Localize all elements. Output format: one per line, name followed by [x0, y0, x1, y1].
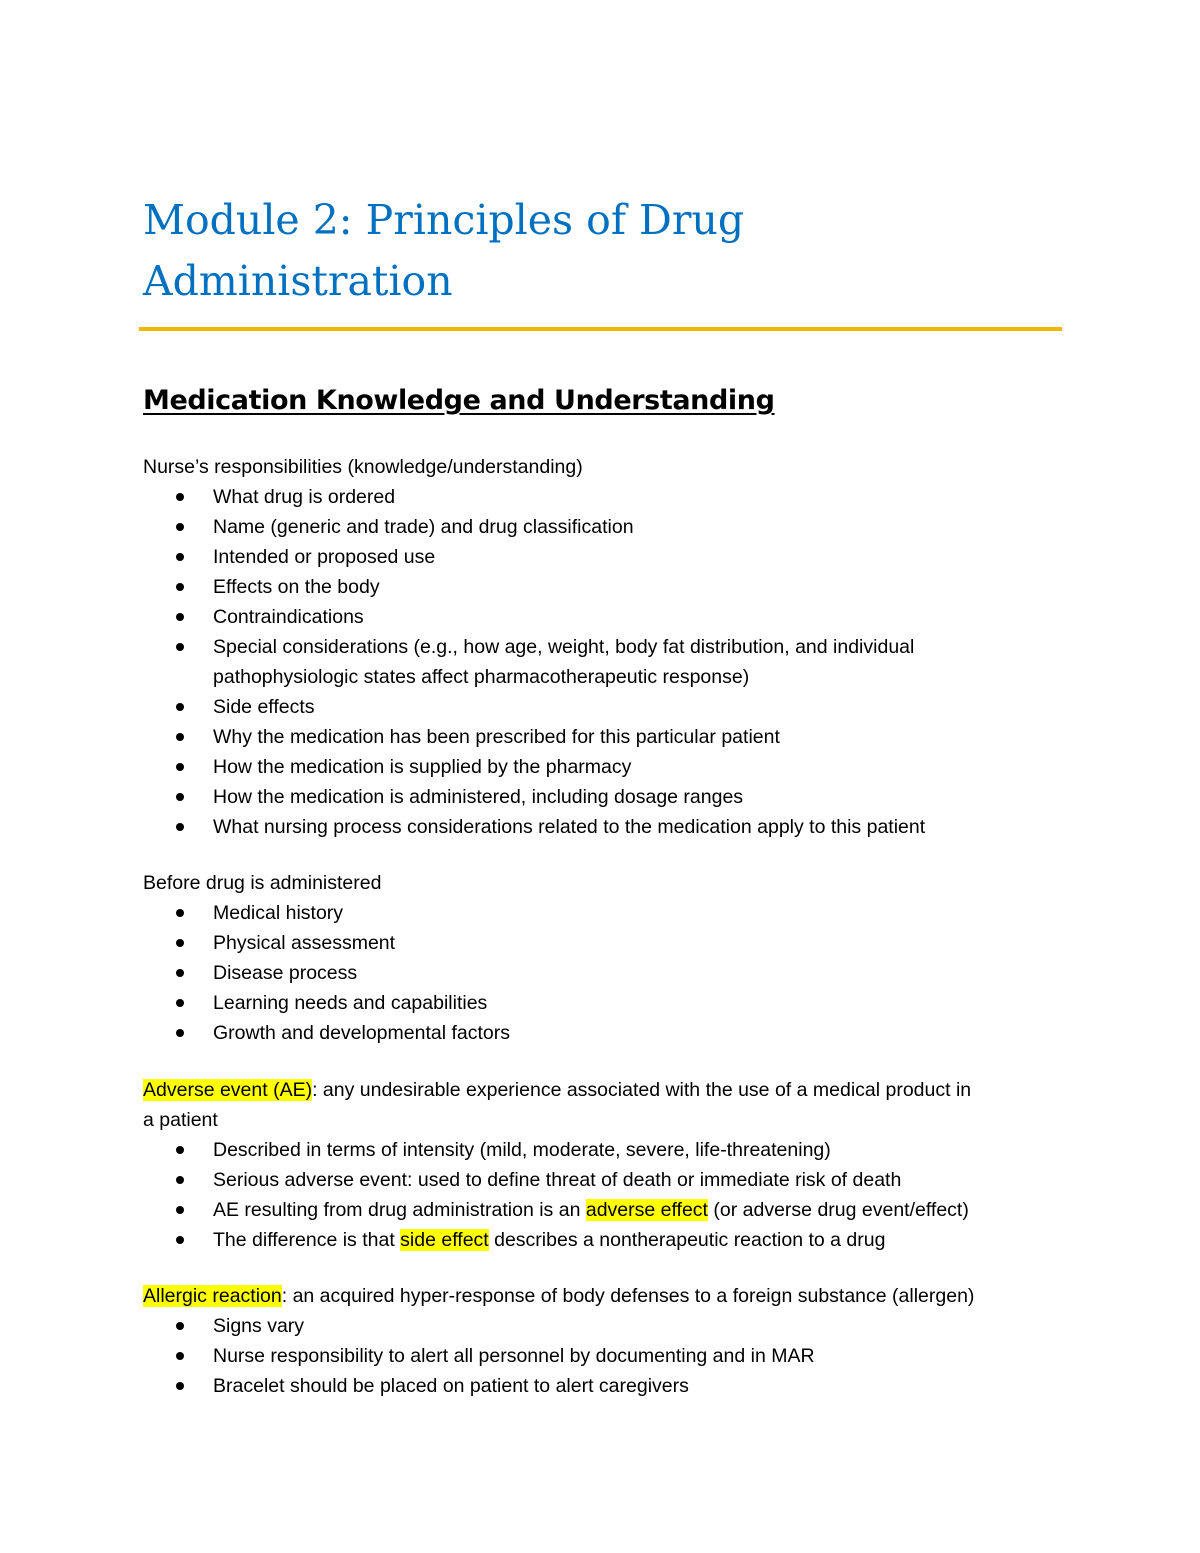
bullet-icon	[176, 999, 184, 1007]
bullet-icon	[176, 823, 184, 831]
adverse-event-definition: Adverse event (AE): any undesirable experience associated with the use of a medical product in	[143, 1079, 972, 1101]
highlighted-term: adverse effect	[585, 1199, 708, 1221]
adverse-event-definition-cont: a patient	[143, 1109, 218, 1131]
list-item: Physical assessment	[213, 928, 395, 958]
list-item: Effects on the body	[213, 572, 380, 602]
list-item: Contraindications	[213, 602, 364, 632]
bullet-icon	[176, 793, 184, 801]
list-item: Nurse responsibility to alert all personnel by documenting and in MAR	[213, 1341, 815, 1371]
list-item: Special considerations (e.g., how age, weight, body fat distribution, and individual	[213, 632, 914, 662]
bullet-icon	[176, 1236, 184, 1244]
list-item: Serious adverse event: used to define threat of death or immediate risk of death	[213, 1165, 901, 1195]
list-item: Signs vary	[213, 1311, 304, 1341]
section-heading: Medication Knowledge and Understanding	[143, 385, 775, 416]
list-item-continuation: pathophysiologic states affect pharmacotherapeutic response)	[213, 666, 750, 688]
list-item: Disease process	[213, 958, 357, 988]
document-title	[143, 190, 1063, 312]
before-admin-intro: Before drug is administered	[143, 872, 382, 894]
list-item: Learning needs and capabilities	[213, 988, 487, 1018]
title-line-2: Administration	[143, 257, 453, 305]
highlighted-term: side effect	[400, 1229, 489, 1251]
list-item: Medical history	[213, 898, 343, 928]
allergic-reaction-definition: Allergic reaction: an acquired hyper-response of body defenses to a foreign substance (allergen)	[143, 1285, 975, 1307]
bullet-icon	[176, 1029, 184, 1037]
bullet-icon	[176, 1206, 184, 1214]
bullet-icon	[176, 909, 184, 917]
bullet-icon	[176, 1176, 184, 1184]
bullet-icon	[176, 969, 184, 977]
list-item: What drug is ordered	[213, 482, 395, 512]
list-item: Bracelet should be placed on patient to alert caregivers	[213, 1371, 689, 1401]
list-item: AE resulting from drug administration is an adverse effect (or adverse drug event/effect)	[213, 1195, 969, 1225]
bullet-icon	[176, 643, 184, 651]
list-item: The difference is that side effect describes a nontherapeutic reaction to a drug	[213, 1225, 885, 1255]
highlighted-term: Allergic reaction	[143, 1285, 282, 1307]
bullet-icon	[176, 493, 184, 501]
bullet-icon	[176, 553, 184, 561]
bullet-icon	[176, 733, 184, 741]
list-item: Name (generic and trade) and drug classification	[213, 512, 634, 542]
bullet-icon	[176, 1382, 184, 1390]
title-divider	[139, 327, 1062, 331]
bullet-icon	[176, 939, 184, 947]
bullet-icon	[176, 763, 184, 771]
list-item: Growth and developmental factors	[213, 1018, 510, 1048]
responsibilities-intro: Nurse’s responsibilities (knowledge/understanding)	[143, 456, 583, 478]
list-item: What nursing process considerations related to the medication apply to this patient	[213, 812, 925, 842]
list-item: How the medication is administered, including dosage ranges	[213, 782, 743, 812]
bullet-icon	[176, 703, 184, 711]
bullet-icon	[176, 1322, 184, 1330]
list-item: Intended or proposed use	[213, 542, 435, 572]
list-item: Why the medication has been prescribed for this particular patient	[213, 722, 780, 752]
bullet-icon	[176, 613, 184, 621]
bullet-icon	[176, 583, 184, 591]
bullet-icon	[176, 523, 184, 531]
bullet-icon	[176, 1352, 184, 1360]
list-item: How the medication is supplied by the pharmacy	[213, 752, 631, 782]
highlighted-term: Adverse event (AE)	[143, 1079, 313, 1101]
list-item: Described in terms of intensity (mild, moderate, severe, life-threatening)	[213, 1135, 831, 1165]
list-item: Side effects	[213, 692, 315, 722]
title-line-1: Module 2: Principles of Drug	[143, 196, 745, 244]
bullet-icon	[176, 1146, 184, 1154]
